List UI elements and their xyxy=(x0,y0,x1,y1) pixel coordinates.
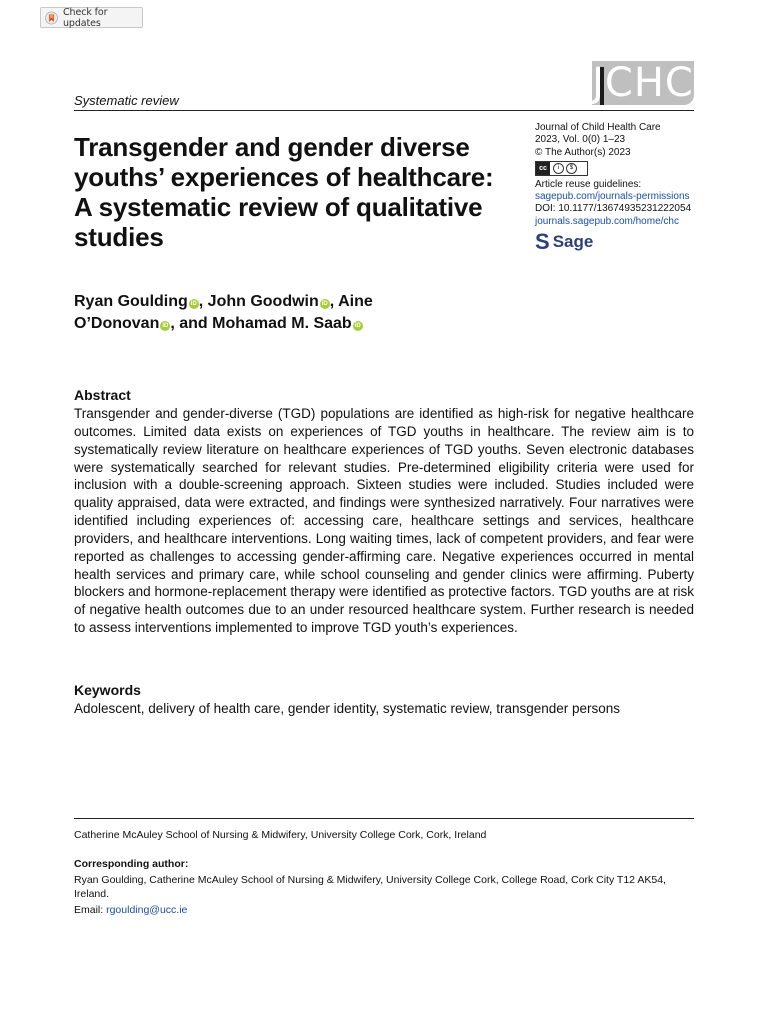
bookmark-update-icon xyxy=(45,11,58,25)
cc-by-nc-license-icon: cc i $ xyxy=(535,161,588,176)
author-list xyxy=(74,291,474,335)
author-name[interactable]: Ryan Goulding xyxy=(74,293,188,310)
check-for-updates-button[interactable] xyxy=(40,7,143,28)
footer-divider xyxy=(74,818,694,819)
email-line xyxy=(74,904,187,916)
abstract-heading: Abstract xyxy=(74,387,131,403)
affiliation: Catherine McAuley School of Nursing & Midwifery, University College Cork, Cork, Ireland xyxy=(74,829,487,841)
article-type-label: Systematic review xyxy=(74,93,179,108)
author-name[interactable]: Mohamad M. Saab xyxy=(212,315,352,332)
author-name[interactable]: O’Donovan xyxy=(74,315,160,332)
journal-logo xyxy=(592,61,694,105)
orcid-icon[interactable]: iD xyxy=(190,301,197,307)
reuse-guidelines-label: Article reuse guidelines: xyxy=(535,178,642,190)
check-for-updates-label: Check for updates xyxy=(63,6,108,29)
keywords-text: Adolescent, delivery of health care, gender identity, systematic review, transgender persons xyxy=(74,701,621,716)
corresponding-author-heading: Corresponding author: xyxy=(74,858,189,870)
publisher-name: Sage xyxy=(552,231,594,251)
permissions-link[interactable]: sagepub.com/journals-permissions xyxy=(535,191,690,203)
journal-home-link[interactable]: journals.sagepub.com/home/chc xyxy=(535,215,679,227)
header-divider xyxy=(74,110,694,111)
journal-volume: 2023, Vol. 0(0) 1–23 xyxy=(535,134,626,146)
journal-logo-text: JCHC xyxy=(592,60,694,106)
email-link[interactable]: rgoulding@ucc.ie xyxy=(106,904,188,916)
orcid-icon[interactable]: iD xyxy=(321,301,328,307)
abstract-text: Transgender and gender-diverse (TGD) populations are identified as high-risk for negative healthcare outcomes. Limited data exists on experiences of TGD youths in healthcare. The review aim is to systematically review literature on healthcare experiences of TGD youths. Seven electronic databases were systematically searched for relevant studies. Pre-determined eligibility criteria were used for inclusion with a double-screening approach. Sixteen studies were included. Studies included were quality appraised, data were extracted, and findings were synthesized narratively. Four narratives were identified including experiences of: accessing care, healthcare settings and services, healthcare providers, and healthcare interventions. Long waiting times, lack of competent providers, and fear were reported as challenges to accessing gender-affirming care. Negative experiences occurred in mental health services and primary care, while school counseling and gender clinics were affirming. Puberty blockers and hormone-replacement therapy were identified as protective factors. TGD youths are at risk of negative health outcomes due to an under resourced healthcare system. Further research is needed to assess interventions implemented to improve TGD youth’s experiences. xyxy=(74,406,694,636)
author-name[interactable]: John Goodwin xyxy=(207,293,319,310)
corresponding-author-address: Ryan Goulding, Catherine McAuley School of Nursing & Midwifery, University College Cork, College Road, Cork City T12 AK54, Ireland. xyxy=(74,874,666,900)
copyright-line: © The Author(s) 2023 xyxy=(535,146,631,158)
publisher-logo xyxy=(535,229,705,255)
orcid-icon[interactable]: iD xyxy=(354,323,361,329)
journal-meta xyxy=(535,122,705,255)
author-separator: , xyxy=(198,293,208,310)
keywords-heading: Keywords xyxy=(74,682,141,698)
doi-line: DOI: 10.1177/13674935231222054 xyxy=(535,203,692,215)
sage-s-icon: S xyxy=(535,229,550,255)
author-separator: , Aine xyxy=(329,293,373,310)
email-label: Email: xyxy=(74,904,107,916)
article-title: Transgender and gender diverse youths’ experiences of healthcare: A systematic review of qualitative studies xyxy=(74,132,494,252)
author-separator: , and xyxy=(170,315,213,332)
orcid-icon[interactable]: iD xyxy=(162,323,169,329)
journal-name: Journal of Child Health Care xyxy=(535,122,661,133)
